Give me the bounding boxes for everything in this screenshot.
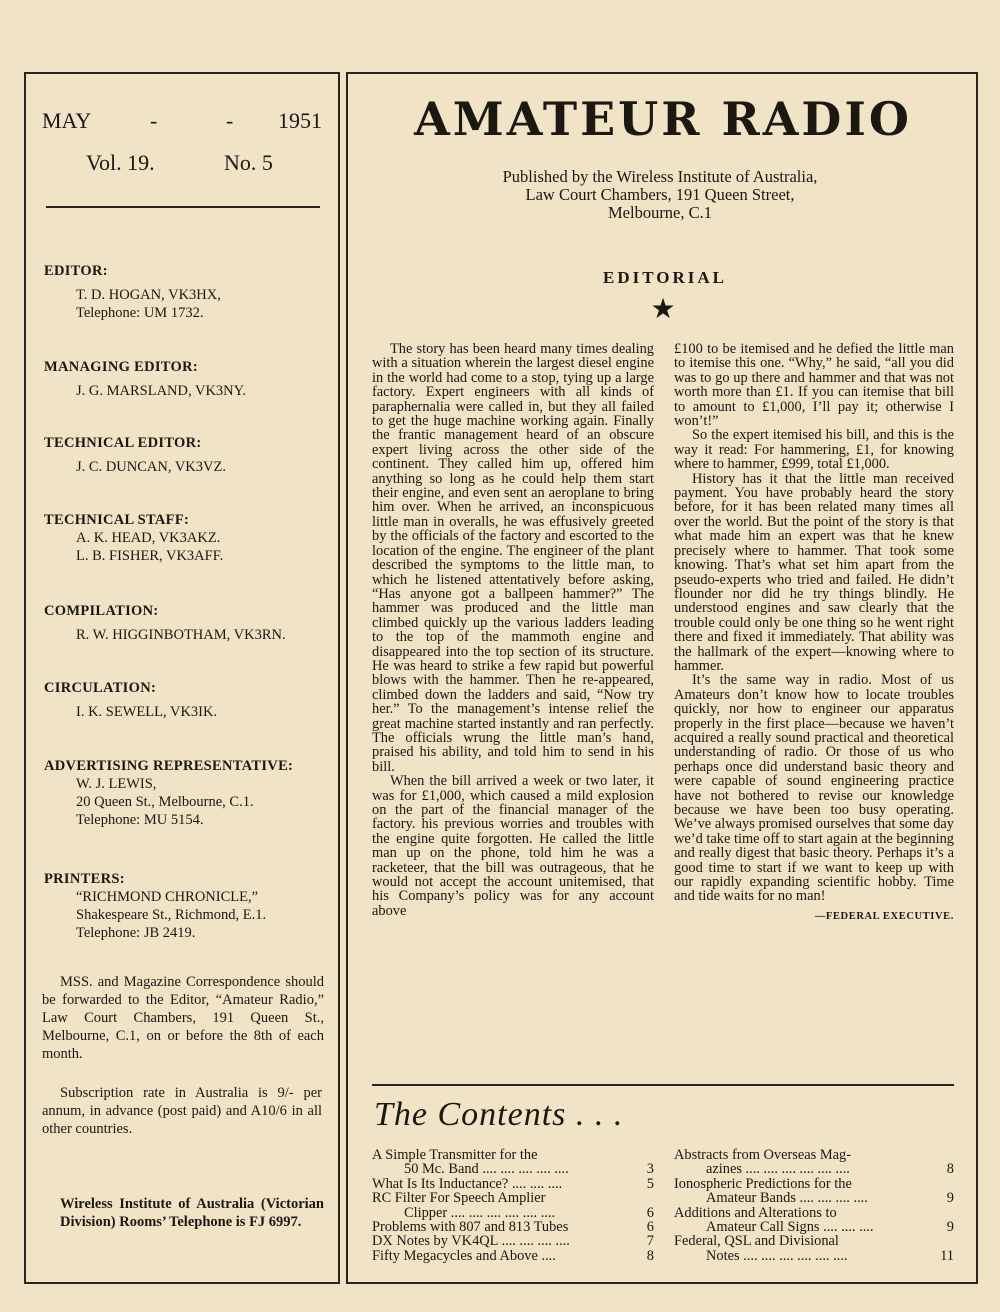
- staff-advertising: [44, 757, 334, 829]
- contents-item-page: 11: [940, 1247, 954, 1264]
- staff-line: A. K. HEAD, VK3AKZ.: [76, 530, 221, 546]
- contents-item-title: Ionospheric Predictions for the: [674, 1175, 852, 1192]
- publisher-line: Melbourne, C.1: [607, 203, 713, 222]
- staff-line: J. G. MARSLAND, VK3NY.: [76, 383, 246, 399]
- masthead-divider: [46, 206, 320, 208]
- contents-item-page: 7: [646, 1233, 654, 1250]
- editorial-signature: —FEDERAL EXECUTIVE.: [814, 910, 954, 922]
- issue-number: No. 5: [224, 150, 273, 175]
- issue-month: MAY: [42, 108, 92, 133]
- contents-item-continuation: Amateur Call Signs .... .... ....: [706, 1219, 874, 1236]
- editorial-heading: EDITORIAL: [603, 268, 727, 287]
- contents-item-page: 9: [946, 1190, 954, 1207]
- contents-item[interactable]: [372, 1191, 654, 1220]
- staff-title: ADVERTISING REPRESENTATIVE:: [44, 758, 294, 774]
- editorial-paragraph: It’s the same way in radio. Most of us Amateurs don’t know how to locate troubles quickly, nor how to engineer our apparatus properly in the first place—because we haven’t acquired a really sound practical and theoretical understanding of radio. Or those of us who perhaps once did understand basic theory and were capable of sound engineering practice have not bothered to revise our knowledge because we have been too busy operating. We’ve always promised ourselves that some day we’d take time off to start again at the beginning and really digest that basic theory. Perhaps it’s a good time to start if we want to keep up with our rapidly expanding scientific hobby. Time and tide waits for no man!: [674, 672, 954, 905]
- contents-divider: [372, 1084, 954, 1086]
- contents-item-page: 5: [646, 1175, 654, 1192]
- editorial-column-2: [674, 342, 954, 924]
- correspondence-note: MSS. and Magazine Correspondence should be forwarded to the Editor, “Amateur Radio,” Law Court Chambers, 191 Queen St., Melbourne, C.1, on or before the 8th of each month.: [42, 974, 324, 1062]
- staff-line: Telephone: UM 1732.: [76, 305, 204, 321]
- issue-dash: -: [226, 108, 234, 133]
- staff-editor: [44, 262, 334, 322]
- contents-item-title: Problems with 807 and 813 Tubes: [372, 1219, 569, 1236]
- staff-line: Telephone: JB 2419.: [76, 925, 196, 941]
- contents-item-page: 8: [946, 1161, 954, 1178]
- contents-item[interactable]: [372, 1249, 654, 1263]
- contents-item-title: Additions and Alterations to: [674, 1204, 837, 1221]
- contents-item-title: What Is Its Inductance? .... .... ....: [372, 1175, 563, 1192]
- staff-title: TECHNICAL EDITOR:: [44, 435, 202, 451]
- contents-item-page: 9: [946, 1219, 954, 1236]
- staff-line: Shakespeare St., Richmond, E.1.: [76, 907, 267, 923]
- staff-title: MANAGING EDITOR:: [44, 359, 198, 375]
- contents-item-continuation: Clipper .... .... .... .... .... ....: [404, 1204, 556, 1221]
- contents-item-title: Fifty Megacycles and Above ....: [372, 1247, 556, 1264]
- contents-item-title: Federal, QSL and Divisional: [674, 1233, 839, 1250]
- contents-item[interactable]: [674, 1148, 954, 1177]
- contents-item-page: 3: [646, 1161, 654, 1178]
- staff-line: Telephone: MU 5154.: [76, 812, 204, 828]
- issue-year: 1951: [278, 108, 322, 133]
- staff-line: 20 Queen St., Melbourne, C.1.: [76, 794, 254, 810]
- staff-line: L. B. FISHER, VK3AFF.: [76, 548, 224, 564]
- editorial-paragraph: History has it that the little man received payment. You have probably heard the story before, for it has been related many times all over the world. But the point of the story is that what made him an expert was that he knew precisely where to hammer. That took some knowing. That’s what set him apart from the pseudo-experts who tried and failed. He didn’t flounder nor did he try things blindly. He understood engines and saw clearly that the trouble could only be one thing so he went right there and fixed it immediately. That ability was the hallmark of the expert—knowing where to hammer.: [674, 470, 954, 674]
- contents-item[interactable]: [674, 1234, 954, 1263]
- staff-technical-staff: [44, 511, 334, 565]
- rooms-telephone-note: Wireless Institute of Australia (Victorian Division) Rooms’ Telephone is FJ 6997.: [60, 1196, 324, 1230]
- editorial-paragraph: So the expert itemised his bill, and this is the way it read: For hammering, £1, for knowing where to hammer, £999, total £1,000.: [674, 427, 954, 473]
- contents-item[interactable]: [674, 1177, 954, 1206]
- contents-item[interactable]: [372, 1234, 654, 1248]
- contents-item[interactable]: [372, 1177, 654, 1191]
- subscription-note: Subscription rate in Australia is 9/- per annum, in advance (post paid) and A10/6 in all other countries.: [42, 1085, 322, 1137]
- contents-item-continuation: azines .... .... .... .... .... ....: [706, 1161, 850, 1178]
- staff-title: COMPILATION:: [44, 603, 159, 619]
- staff-title: PRINTERS:: [44, 871, 125, 887]
- contents-title: The Contents . . .: [374, 1096, 624, 1133]
- contents-item-title: DX Notes by VK4QL .... .... .... ....: [372, 1233, 570, 1250]
- contents-column-2: [674, 1148, 954, 1263]
- staff-title: CIRCULATION:: [44, 680, 157, 696]
- contents-item-continuation: 50 Mc. Band .... .... .... .... ....: [404, 1161, 569, 1178]
- star-icon: ★: [650, 294, 676, 325]
- contents-item-title: RC Filter For Speech Amplier: [372, 1190, 546, 1207]
- issue-volume: Vol. 19.: [86, 150, 155, 175]
- contents-item-continuation: Amateur Bands .... .... .... ....: [706, 1190, 868, 1207]
- editorial-paragraph: The story has been heard many times dealing with a situation wherein the largest diesel engine in the world had come to a stop, tying up a large factory. Expert engineers with all kinds of paraphernalia were called in, but they all failed to get the huge machine working again. Finally the frantic management heard of an obscure expert living across the other side of the continent. They called him up, offered him anything so long as he could help them start their engine, and even sent an aeroplane to bring him over. When he arrived, an inconspicuous little man in overalls, he was effusively greeted by the officials of the factory and escorted to the location of the engine. The engineer of the plant described the symptoms to the little man, to which he listened attentatively before asking, “Has anyone got a ballpeen hammer?” The hammer was produced and the little man climbed quickly up the various ladders leading to the top of the mammoth engine and disappeared into the top section of its structure. He was heard to strike a few rapid but powerful blows with the hammer. Then he re-appeared, climbed down the ladders and said, “Now try her.” To the management’s intense relief the great machine started instantly and ran perfectly. The officials wrung the little man’s hand, praised his ability, and told him to send in his bill.: [372, 341, 654, 775]
- contents-item[interactable]: [372, 1220, 654, 1234]
- staff-line: J. C. DUNCAN, VK3VZ.: [76, 459, 226, 475]
- contents-item[interactable]: [674, 1206, 954, 1235]
- editorial-column-1: [372, 342, 654, 918]
- contents-item-title: Abstracts from Overseas Mag-: [674, 1147, 852, 1163]
- editorial-paragraph: When the bill arrived a week or two later, it was for £1,000, which caused a mild explosion on the part of the financial manager of the factory. his previous worries and troubles with the engine quite forgotten. He called the little man up on the phone, told him he was a racketeer, that the bill was outrageous, that he would not accept the account unitemised, that his Company’s policy was for any account above: [372, 773, 654, 919]
- staff-line: R. W. HIGGINBOTHAM, VK3RN.: [76, 627, 286, 643]
- staff-line: W. J. LEWIS,: [76, 776, 157, 792]
- staff-printers: [44, 870, 334, 942]
- staff-line: I. K. SEWELL, VK3IK.: [76, 704, 218, 720]
- contents-column-1: [372, 1148, 654, 1263]
- issue-dash: -: [150, 108, 158, 133]
- staff-managing-editor: [44, 358, 334, 400]
- staff-line: T. D. HOGAN, VK3HX,: [76, 287, 221, 303]
- contents-item-title: A Simple Transmitter for the: [372, 1147, 538, 1163]
- staff-technical-editor: [44, 434, 334, 476]
- contents-item-page: 6: [646, 1204, 654, 1221]
- contents-item-page: 6: [646, 1219, 654, 1236]
- publisher-info: [420, 168, 900, 222]
- publisher-line: Published by the Wireless Institute of Australia,: [502, 167, 818, 186]
- editorial-paragraph: £100 to be itemised and he defied the little man to itemise this one. “Why,” he said, “all you did was to go up there and hammer and that was not worth more than £1. If you can itemise that bill to amount to £1,000, I’ll pay it; otherwise I won’t!”: [674, 341, 954, 430]
- staff-title: TECHNICAL STAFF:: [44, 512, 190, 528]
- publisher-line: Law Court Chambers, 191 Queen Street,: [525, 185, 795, 204]
- staff-compilation: [44, 602, 334, 644]
- magazine-title: AMATEUR RADIO: [414, 92, 912, 146]
- staff-circulation: [44, 679, 334, 721]
- staff-line: “RICHMOND CHRONICLE,”: [76, 889, 259, 905]
- contents-item[interactable]: [372, 1148, 654, 1177]
- contents-item-page: 8: [646, 1247, 654, 1264]
- contents-item-continuation: Notes .... .... .... .... .... ....: [706, 1247, 848, 1264]
- staff-title: EDITOR:: [44, 263, 108, 279]
